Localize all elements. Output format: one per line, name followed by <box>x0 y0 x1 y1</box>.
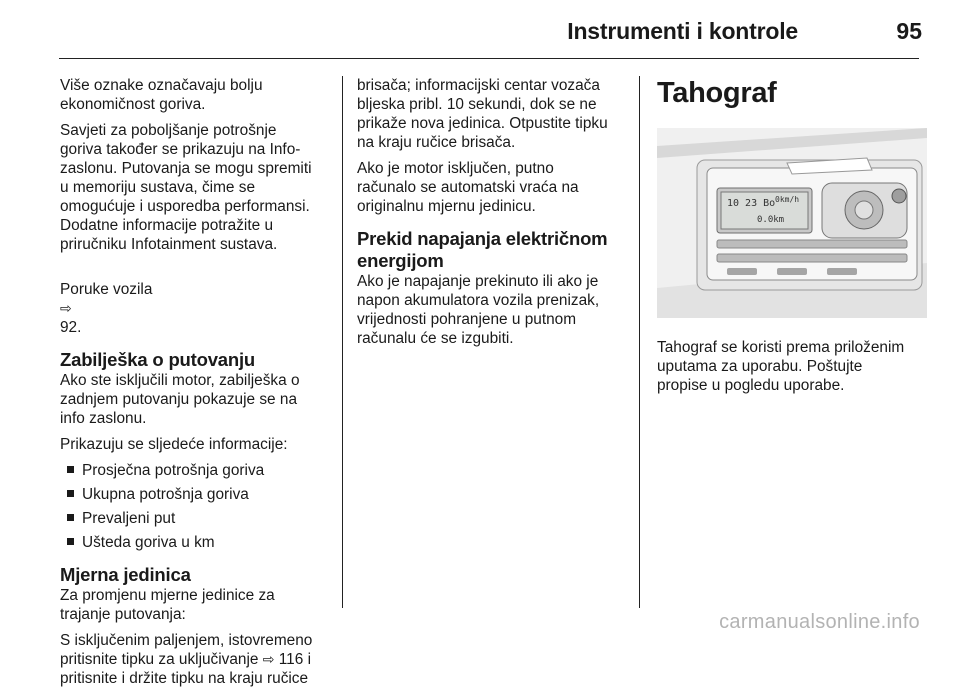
ref-arrow-icon: ⇨ <box>60 300 72 316</box>
page-reference-link[interactable]: 92. <box>60 319 82 336</box>
info-bullet-list <box>60 461 334 552</box>
page-number: 95 <box>896 18 922 44</box>
paragraph: Više oznake označavaju bolju ekonomičnost goriva. <box>60 77 263 113</box>
column-divider-2 <box>639 76 640 608</box>
paragraph: Savjeti za poboljšanje potrošnje goriva također se prikazuju na Info- zaslonu. Putovanja se mogu spremiti u memoriju sustava, čime se omogućuje i usporedba performansi. Dodatne informacije potražite u priručniku Infotainment sustava. <box>60 122 312 253</box>
list-item: Ušteda goriva u km <box>60 533 334 552</box>
section-heading-unit: Mjerna jedinica <box>60 564 191 585</box>
paragraph: Ako je motor isključen, putno računalo se automatski vraća na originalnu mjernu jedinicu. <box>357 160 579 215</box>
tachograph-illustration <box>657 128 927 318</box>
paragraph: Ako ste isključili motor, zabilješka o zadnjem putovanju pokazuje se na info zaslonu. <box>60 372 300 427</box>
paragraph: Tahograf se koristi prema priloženim uputama za uporabu. Poštujte propise u pogledu uporabe. <box>657 339 905 394</box>
page-header-title: Instrumenti i kontrole <box>567 18 798 44</box>
watermark: carmanualsonline.info <box>719 611 920 633</box>
display-line-2: 0.0km <box>757 215 785 225</box>
page-reference-link[interactable]: 116 i <box>278 651 311 668</box>
paragraph-text: S isključenim paljenjem, istovremeno pritisnite tipku za uključivanje <box>60 632 313 668</box>
section-heading-trip-log: Zabilješka o putovanju <box>60 349 256 370</box>
column-1 <box>60 76 334 695</box>
header-rule <box>59 58 919 59</box>
list-item: Prevaljeni put <box>60 509 334 528</box>
display-unit: 0km/h <box>775 195 800 204</box>
column-3 <box>657 76 927 402</box>
list-item: Prosječna potrošnja goriva <box>60 461 334 480</box>
ref-arrow-icon: ⇨ <box>262 651 275 667</box>
section-title-tachograph: Tahograf <box>657 77 777 109</box>
paragraph-vehicle-messages <box>60 261 334 337</box>
section-heading-power-interruption: Prekid napajanja električnom energijom <box>357 228 608 271</box>
paragraph-text: Poruke vozila <box>60 281 153 298</box>
column-2 <box>357 76 629 355</box>
paragraph-unit-instructions <box>60 631 334 688</box>
paragraph: Prikazuju se sljedeće informacije: <box>60 436 288 453</box>
list-item: Ukupna potrošnja goriva <box>60 485 334 504</box>
column-divider-1 <box>342 76 343 608</box>
paragraph-text: pritisnite i držite tipku na kraju ručice <box>60 670 309 687</box>
paragraph: Ako je napajanje prekinuto ili ako je napon akumulatora vozila prenizak, vrijednosti pohranjene u putnom računalu će se izgubiti. <box>357 273 600 347</box>
paragraph: brisača; informacijski centar vozača bljeska pribl. 10 sekundi, dok se ne prikaže nova jedinica. Otpustite tipku na kraju ručice brisača. <box>357 77 608 151</box>
paragraph: Za promjenu mjerne jedinice za trajanje putovanja: <box>60 587 275 623</box>
display-line-1: 10 23 Bo <box>727 198 776 209</box>
tachograph-figure <box>657 128 927 318</box>
